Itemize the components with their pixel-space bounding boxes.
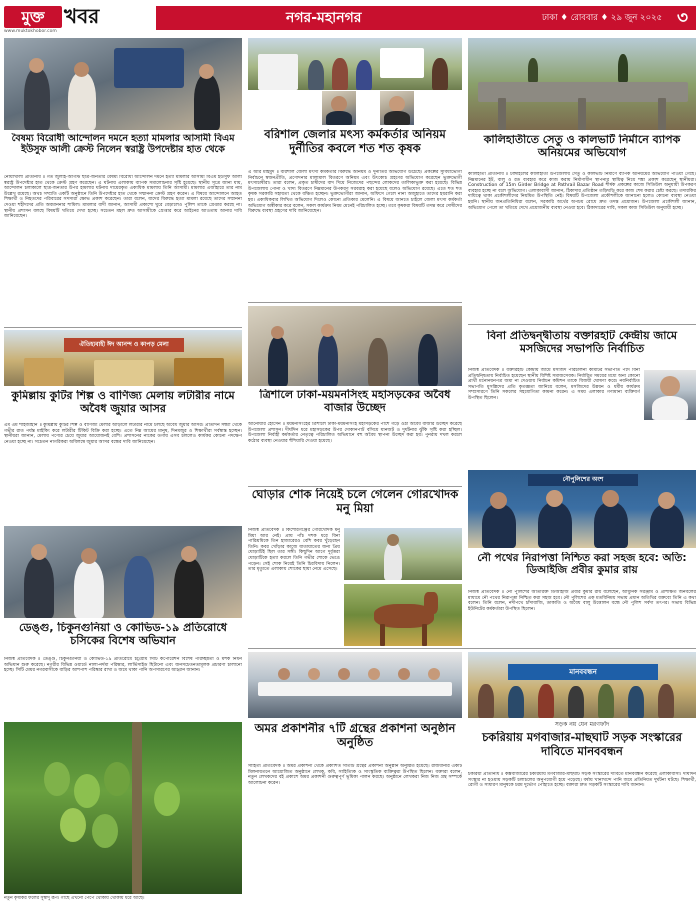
divider-1 xyxy=(4,327,242,328)
logo-tagline: www.muktokhobor.com xyxy=(4,29,57,34)
article-3-headline[interactable]: কালিহাতীতে সেতু ও কালভার্ট নির্মানে ব্যাপক অনিয়মের অভিযোগ xyxy=(483,134,681,159)
divider-2 xyxy=(248,302,462,303)
fisheries-rally-photo xyxy=(248,38,462,90)
navy-banner: নৌপুলিশের অংশ xyxy=(528,474,638,486)
papaya-caption: নতুন কৃষকির ফলের সুস্বাদু রূপ। গাছে এখনো পেঁপে থোকায় থোকায় ধরে আছে। xyxy=(4,896,145,901)
portrait-photo-1 xyxy=(322,91,356,125)
eviction-drive-photo xyxy=(248,306,462,386)
road-protest-photo xyxy=(468,652,696,718)
article-11-body: চকরিয়া প্রতিনিধি ॥ কক্সবাজারের চকরিয়ায় মগবাজার-মাছঘাট সড়ক সংস্কারের দাবিতে মানববন্ধন করেছে এলাকাবাসী। দীর্ঘদিন সংস্কার না হওয়ায় সড়কটি চলাচলের অনুপযোগী হয়ে পড়েছে। বর্ষায় খানাখন্দে পানি জমে প্রতিনিয়ত দুর্ঘটনা ঘটছে। শিক্ষার্থী, রোগী ও সাধারণ মানুষকে চরম দুর্ভোগ পোহাতে হচ্ছে। বক্তারা দ্রুত সড়কটি সংস্কারের দাবি জানান। xyxy=(468,772,696,789)
sanitation-campaign-photo xyxy=(4,526,242,618)
section-title: নগর-মহানগর xyxy=(286,10,362,26)
article-7-headline[interactable]: ঘোড়ার শোক নিয়েই চলে গেলেন গোরখোদক মনু মিয়া xyxy=(251,488,459,515)
crest-ceremony-photo xyxy=(4,38,242,130)
protest-banner: মানববন্ধন xyxy=(508,664,658,680)
masthead xyxy=(4,4,696,34)
article-9-body: নিজস্ব প্রতিবেদক ॥ ডেঙ্গু, চিকুনগুনিয়া ও কোভিড-১৯ প্রতিরোধে চট্টগ্রাম সিটি কর্পোরেশন বিশেষ পরিচ্ছন্নতা ও মশক নিধন অভিযান শুরু করেছে। নগরীর বিভিন্ন ওয়ার্ডে নালা-নর্দমা পরিষ্কার, লার্ভিসাইড ছিটানো এবং জনসচেতনতামূলক প্রচারণা চালানো হচ্ছে। সিটি মেয়র নগরবাসীকে বাড়ির আশপাশ পরিষ্কার রাখা ও জমে থাকা পানি অপসারণের আহ্বান জানান। xyxy=(4,657,242,674)
fair-banner: ঐতিহ্যবাহী ঈদ আনন্দ ও কাপড় মেলা xyxy=(64,338,184,352)
portrait-photo-2 xyxy=(380,91,414,125)
article-5-headline[interactable]: কুমিল্লায় কুটির শিল্প ও বাণিজ্য মেলায় লটারীর নামে অবৈধ জুয়ার আসর xyxy=(11,390,235,415)
bridge-construction-photo xyxy=(468,38,696,130)
river-police-meeting-photo xyxy=(468,470,696,548)
article-1-body: নোয়াখালী প্রতিনিধি ॥ গত জুলাই-আগস্ট ছাত্র-জনতার বৈষম্য বিরোধী আন্দোলন দমনে হত্যা মামলার আসামী বিএম ইউসুফ আলী স্বরাষ্ট্র উপদেষ্টার হাত থেকে ক্রেস্ট গ্রহণ করেছেন। এ ঘটনায় এলাকায় ব্যাপক সমালোচনার সৃষ্টি হয়েছে। স্থানীয় সূত্রে জানা যায়, আন্দোলন চলাকালে ছাত্র-জনতার উপর হামলার ঘটনায় দায়েরকৃত একাধিক মামলায় তিনি আসামী। মামলার এজাহারে তার নাম উল্লেখ রয়েছে। অথচ সম্প্রতি একটি অনুষ্ঠানে তিনি উপদেষ্টার হাত থেকে সম্মাননা ক্রেস্ট গ্রহণ করেন। এ বিষয়ে আন্দোলনে আহত শিক্ষার্থী ও নিহতদের পরিবারের সদস্যরা ক্ষোভ প্রকাশ করেছেন। তারা বলেন, যাদের বিরুদ্ধে হত্যা মামলা রয়েছে তাদের সম্মাননা দেওয়া শহীদদের প্রতি অবমাননার শামিল। মামলার বাদী জানান, আসামী প্রকাশ্যে ঘুরে বেড়ালেও পুলিশ তাকে গ্রেপ্তার করছে না। স্থানীয় প্রশাসন বলছে বিষয়টি খতিয়ে দেখা হচ্ছে। সচেতন মহল দ্রুত আসামীকে গ্রেপ্তার করে আইনের আওতায় আনার দাবি জানিয়েছেন। xyxy=(4,175,242,220)
newspaper-logo[interactable] xyxy=(4,4,154,34)
mosque-president-photo xyxy=(644,370,696,420)
article-10-body: সাহিত্য প্রতিবেদক ॥ অমর প্রকাশনী থেকে প্রকাশিত সাতটি গ্রন্থের প্রকাশনা অনুষ্ঠান অনুষ্ঠিত হয়েছে। রাজধানীর একটি মিলনায়তনে আয়োজিত অনুষ্ঠানে লেখক, কবি, সাহিত্যিক ও সাংস্কৃতিক ব্যক্তিত্বরা উপস্থিত ছিলেন। বক্তারা বলেন, নতুন লেখকদের বই প্রকাশে অমর প্রকাশনী গুরুত্বপূর্ণ ভূমিকা পালন করছে। অনুষ্ঠানে লেখকরা নিজ নিজ গ্রন্থ সম্পর্কে আলোচনা করেন। xyxy=(248,764,462,786)
article-4-headline[interactable]: বিনা প্রতিদ্বন্দ্বীতায় বক্তারহাট কেন্দ্রীয় জামে মসজিদের সভাপতি নির্বাচিত xyxy=(487,330,677,355)
article-2-body: এ আর মাহমুদ ॥ বরিশাল জেলা মৎস্য কর্মকর্তার বিরুদ্ধে অনিয়ম ও দুর্নীতির অভিযোগ উঠেছে। প্রকল্পের সুবিধাভোগী নির্বাচনে স্বজনপ্রীতি, প্রণোদনার মালামাল বিতরণে অনিয়ম এবং উৎকোচ গ্রহণের অভিযোগ করেছেন ভুক্তভোগী মৎস্যচাষীরা। তারা বলেন, প্রকৃত চাষীদের বাদ দিয়ে নিজেদের পছন্দের লোকদের তালিকাভুক্ত করা হয়েছে। বিভিন্ন উপজেলায় পোনা ও খাদ্য বিতরণে নিম্নমানের উপকরণ সরবরাহ করা হয়েছে বলেও অভিযোগ রয়েছে। এতে শত শত কৃষক সরকারি সহায়তা থেকে বঞ্চিত হচ্ছেন। ভুক্তভোগীরা জানান, অফিসে গেলে নানা অজুহাতে তাদের হয়রানি করা হয়। একাধিকবার লিখিত অভিযোগ দিলেও কোনো প্রতিকার মেলেনি। এ বিষয়ে জানতে চাইলে জেলা মৎস্য কর্মকর্তা অভিযোগ অস্বীকার করে বলেন, সকল কার্যক্রম নিয়ম মেনেই পরিচালিত হচ্ছে। তবে কৃষকরা বিষয়টি তদন্ত করে দোষীদের বিরুদ্ধে ব্যবস্থা গ্রহণের দাবি জানিয়েছেন। xyxy=(248,170,462,215)
article-2-headline[interactable]: বরিশাল জেলার মৎস্য কর্মকর্তার অনিয়ম দুর্নীতির কবলে শত শত কৃষক xyxy=(264,128,446,155)
book-launch-photo xyxy=(248,652,462,718)
horse-photo xyxy=(344,584,462,646)
article-7-body: নিজস্ব প্রতিবেদক ॥ কিশোরগঞ্জের গোরখোদক মনু মিয়া আর নেই। প্রায় পাঁচ দশক ধরে বিনা পারিশ্রমিকে তিন হাজারেরও বেশি কবর খুঁড়েছেন তিনি। কবর খোঁড়ার কাজে যাতায়াতের জন্য প্রিয় ঘোড়াটিই ছিল তার সঙ্গী। কিছুদিন আগে দুর্বৃত্তরা ঘোড়াটিকে হত্যা করলে তিনি গভীর শোকে ভেঙে পড়েন। সেই শোক নিয়েই তিনি চিরবিদায় নিলেন। তার মৃত্যুতে এলাকায় শোকের ছায়া নেমে এসেছে। xyxy=(248,528,340,573)
article-10-headline[interactable]: অমর প্রকাশনীর ৭টি গ্রন্থের প্রকাশনা অনুষ্ঠান অনুষ্ঠিত xyxy=(254,722,456,749)
page-number: ৩ xyxy=(676,8,688,28)
article-4-body: নিজস্ব প্রতিবেদক ॥ বক্তারহাট কেন্দ্রীয় জামে মসজিদ পরিচালনা কমিটির সভাপতি পদে বিনা প্রতিদ্বন্দ্বিতায় নির্বাচিত হয়েছেন স্থানীয় বিশিষ্ট সমাজসেবক। নির্ধারিত সময়ের মধ্যে অন্য কোনো প্রার্থী মনোনয়নপত্র জমা না দেওয়ায় নির্বাচন কমিশন তাকে বিজয়ী ঘোষণা করে। নবনির্বাচিত সভাপতি মুসল্লিদের প্রতি কৃতজ্ঞতা জানিয়ে বলেন, মসজিদের উন্নয়ন ও ধর্মীয় কার্যক্রম সম্প্রসারণে তিনি সকলের সহযোগিতা কামনা করেন। এ সময় এলাকার গণ্যমান্য ব্যক্তিবর্গ উপস্থিত ছিলেন। xyxy=(468,368,640,401)
article-3-body: কালিহাতী প্রতিনিধি ॥ টাঙ্গাইলের কালিহাতী উপজেলায় সেতু ও কালভার্ট নির্মাণে ব্যাপক অনিয়মের অভিযোগ পাওয়া গেছে। নিম্নমানের ইট, বালু ও রড ব্যবহার করে কাজ করায় নির্মাণাধীন স্থাপনার স্থায়িত্ব নিয়ে শঙ্কা প্রকাশ করেছেন স্থানীয়রা। Construction of 15m Girder Bridge at Pathrail Bazar Road শীর্ষক প্রকল্পের কাজে সিডিউল অনুযায়ী উপকরণ ব্যবহার হচ্ছে না বলে অভিযোগ। এলাকাবাসী জানান, ঠিকাদার প্রতিষ্ঠান তড়িঘড়ি করে কাজ শেষ করার চেষ্টা করছে। তদারকির দায়িত্বে থাকা প্রকৌশলীদের নিয়মিত উপস্থিতি নেই। বিষয়টি উপজেলা প্রকৌশলীকে জানানো হলেও কোনো ব্যবস্থা নেওয়া হয়নি। স্থানীয় জনপ্রতিনিধিরা বলেন, সরকারি অর্থের অপচয় রোধে দ্রুত তদন্ত প্রয়োজন। উপজেলা প্রকৌশলী জানান, অভিযোগ পেলে তা খতিয়ে দেখে প্রয়োজনীয় ব্যবস্থা নেওয়া হবে। ঠিকাদারের দাবি, সকল কাজ সিডিউল অনুযায়ী হচ্ছে। xyxy=(468,172,696,211)
divider-4 xyxy=(248,486,462,487)
article-9-headline[interactable]: ডেঙ্গু, চিকুনগুনিয়া ও কোভিড-১৯ প্রতিরোধে চসিকের বিশেষ অভিযান xyxy=(19,622,227,647)
logo-part-2: খবর xyxy=(64,4,100,28)
article-11-kicker: সড়ক নয় যেন মরণফাঁদ xyxy=(554,721,610,728)
gravedigger-photo xyxy=(344,528,462,580)
papaya-tree-photo xyxy=(4,722,242,894)
article-11-headline[interactable]: চকরিয়ায় মগবাজার-মাছঘাট সড়ক সংস্কারের দাবিতে মানববন্ধন xyxy=(482,731,682,758)
article-6-headline[interactable]: ত্রিশালে ঢাকা-ময়মনসিংহ মহাসড়কের অবৈধ বাজার উচ্ছেদ xyxy=(259,389,451,414)
section-bar xyxy=(156,6,696,30)
article-5-body: এম এম শাহজাহান ॥ কুমিল্লায় কুটির শিল্প ও বাণিজ্য মেলার আড়ালে লটারীর নামে চলছে অবৈধ জুয়ার আসর। প্রতিদিন সন্ধ্যা থেকে গভীর রাত পর্যন্ত মাইকিং করে লটারীর টিকিট বিক্রি করা হচ্ছে। এতে নিম্ন আয়ের মানুষ, দিনমজুর ও শিক্ষার্থীরা সর্বস্বান্ত হচ্ছেন। স্থানীয়রা জানান, মেলায় পণ্যের চেয়ে জুয়ার আয়োজনই বেশি। প্রশাসনের নাকের ডগায় এসব চললেও কার্যকর কোনো পদক্ষেপ নেওয়া হচ্ছে না। সচেতন নাগরিকরা অবিলম্বে জুয়ার আসর বন্ধের দাবি জানিয়েছেন। xyxy=(4,423,242,445)
divider-3 xyxy=(468,324,696,325)
trade-fair-photo xyxy=(4,330,242,386)
logo-part-1: মুক্ত xyxy=(4,6,62,28)
divider-5 xyxy=(248,648,696,649)
article-8-headline[interactable]: নৌ পথের নিরাপত্তা নিশ্চিত করা সহজ হবে: অতি: ডিআইজি প্রবীর কুমার রায় xyxy=(477,552,687,577)
article-8-body: নিজস্ব প্রতিবেদক ॥ নৌ পুলিশের অতিরিক্ত ডিআইজি প্রবীর কুমার রায় বলেছেন, আধুনিক সরঞ্জাম ও প্রশিক্ষিত জনবলের মাধ্যমে নৌ পথের নিরাপত্তা নিশ্চিত করা সহজ হবে। নৌ পুলিশের এক মতবিনিময় সভায় প্রধান অতিথির বক্তব্যে তিনি এ কথা বলেন। তিনি বলেন, নদীপথে চাঁদাবাজি, ডাকাতি ও অবৈধ বালু উত্তোলন বন্ধে নৌ পুলিশ সর্বদা তৎপর। সভায় বিভিন্ন ইউনিটের কর্মকর্তারা উপস্থিত ছিলেন। xyxy=(468,590,696,612)
article-6-body: আনোয়ার হোসেন ॥ ময়মনসিংহের ত্রিশালে ঢাকা-ময়মনসিংহ মহাসড়কের পাশে গড়ে ওঠা অবৈধ বাজার উচ্ছেদ করেছে উপজেলা প্রশাসন। দীর্ঘদিন ধরে মহাসড়কের উপর দোকানপাট বসিয়ে যানজট ও দুর্ঘটনার ঝুঁকি সৃষ্টি করা হচ্ছিল। উপজেলা নির্বাহী কর্মকর্তার নেতৃত্বে পরিচালিত অভিযানে বহু অবৈধ স্থাপনা উচ্ছেদ করা হয়। পুনরায় দখল করলে কঠোর ব্যবস্থা নেওয়ার হুঁশিয়ারি দেওয়া হয়েছে। xyxy=(248,422,462,444)
dateline: ঢাকা ♦ রোববার ♦ ২৯ জুন ২০২৫ xyxy=(542,13,663,23)
article-1-headline[interactable]: বৈষম্য বিরোধী আন্দোলন দমনে হত্যা মামলার আসামী বিএম ইউসুফ আলী ক্রেস্ট নিলেন স্বরাষ্ট্র উপদেষ্টার হাত থেকে xyxy=(11,133,235,156)
